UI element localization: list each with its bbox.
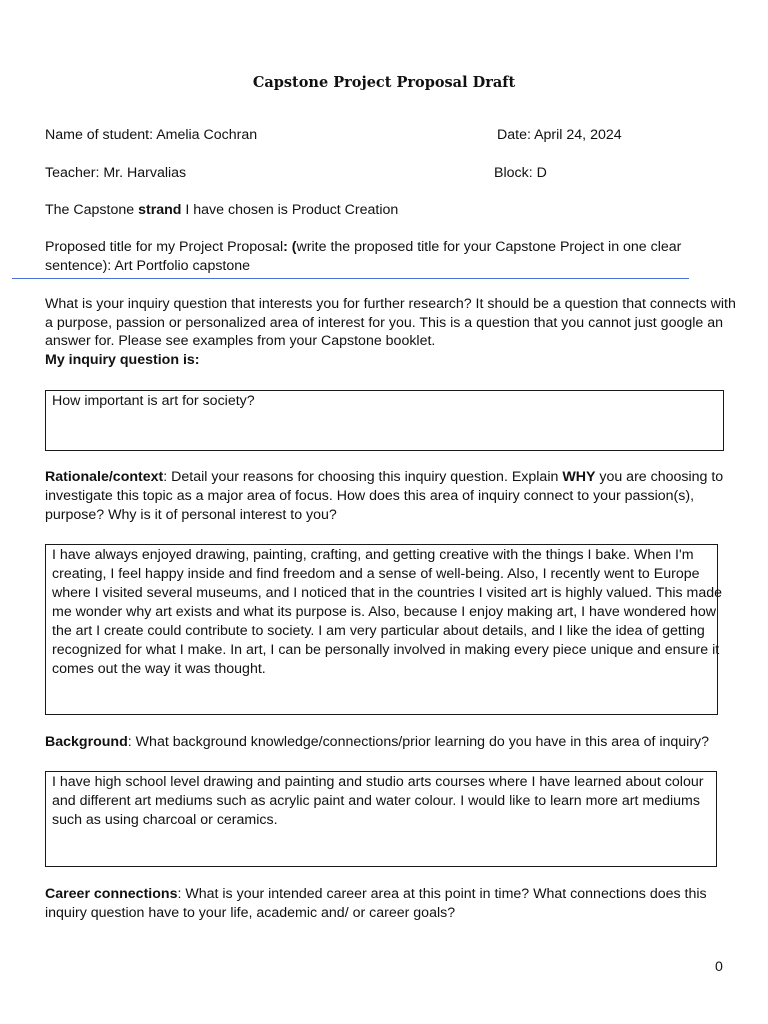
rationale-answer-line: recognized for what I make. In art, I can be personally involved in making every piece unique and ensure it xyxy=(52,642,720,658)
rationale-answer-line: comes out the way it was thought. xyxy=(52,661,266,677)
rationale-mid: : Detail your reasons for choosing this inquiry question. Explain xyxy=(163,469,563,485)
teacher-value: Mr. Harvalias xyxy=(103,165,187,181)
proposed-title-pre: Proposed title for my Project Proposal xyxy=(45,239,284,255)
block-line xyxy=(494,164,547,183)
strand-post: I have chosen is Product Creation xyxy=(181,202,399,218)
inquiry-prompt-line-2: a purpose, passion or personalized area of interest for you. This is a question that you cannot just google an xyxy=(45,315,724,331)
rationale-why: WHY xyxy=(562,469,596,485)
student-name-line xyxy=(45,126,257,145)
strand-line xyxy=(45,201,398,220)
rationale-answer-line: me wonder why art exists and what its purpose is. Also, because I enjoy making art, I have wondered how xyxy=(52,604,717,620)
teacher-line xyxy=(45,164,186,183)
background-prompt-text: : What background knowledge/connections/prior learning do you have in this area of inquiry? xyxy=(127,734,710,750)
strand-bold: strand xyxy=(138,202,182,218)
rationale-label: Rationale/context xyxy=(45,469,164,485)
proposed-title-line-2: sentence): Art Portfolio capstone xyxy=(45,258,251,274)
background-answer-line: and different art mediums such as acrylic paint and water colour. I would like to learn more art mediums xyxy=(52,793,700,809)
background-answer-line: such as using charcoal or ceramics. xyxy=(52,812,278,828)
rationale-answer-line: the art I create could contribute to society. I am very particular about details, and I like the idea of getting xyxy=(52,623,705,639)
inquiry-prompt-line-1: What is your inquiry question that interests you for further research? It should be a question that connects with xyxy=(45,296,736,312)
date-label: Date: xyxy=(497,127,535,143)
background-answer-box[interactable] xyxy=(45,771,717,867)
block-value: D xyxy=(536,165,547,181)
blue-divider xyxy=(12,278,689,279)
proposed-title-line-1 xyxy=(45,238,681,257)
inquiry-answer-box[interactable] xyxy=(45,390,724,451)
background-label: Background xyxy=(45,734,128,750)
rationale-answer-line: creating, I feel happy inside and find freedom and a sense of well-being. Also, I recently went to Europe xyxy=(52,566,700,582)
strand-pre: The Capstone xyxy=(45,202,139,218)
page-number: 0 xyxy=(715,959,723,975)
proposed-title-bold: : ( xyxy=(283,239,297,255)
date-line xyxy=(497,126,622,145)
rationale-line-1 xyxy=(45,468,723,487)
career-line-2: inquiry question have to your life, academic and/ or career goals? xyxy=(45,905,456,921)
career-line-1 xyxy=(45,885,707,904)
background-answer-line: I have high school level drawing and painting and studio arts courses where I have learned about colour xyxy=(52,774,704,790)
background-prompt xyxy=(45,733,709,752)
date-value: April 24, 2024 xyxy=(534,127,622,143)
inquiry-answer: How important is art for society? xyxy=(52,393,255,409)
career-prompt: : What is your intended career area at this point in time? What connections does this xyxy=(177,886,707,902)
rationale-line-3: purpose? Why is it of personal interest to you? xyxy=(45,507,337,523)
rationale-line-2: investigate this topic as a major area of focus. How does this area of inquiry connect to your passion(s), xyxy=(45,488,695,504)
rationale-answer-box[interactable] xyxy=(45,544,723,715)
student-name-value: Amelia Cochran xyxy=(156,127,258,143)
proposed-title-post: write the proposed title for your Capstone Project in one clear xyxy=(296,239,682,255)
document-title: Capstone Project Proposal Draft xyxy=(252,74,516,91)
career-label: Career connections xyxy=(45,886,178,902)
rationale-post: you are choosing to xyxy=(595,469,724,485)
rationale-answer-line: where I visited several museums, and I noticed that in the countries I visited art is highly valued. This made xyxy=(52,585,723,601)
inquiry-heading: My inquiry question is: xyxy=(45,352,200,368)
teacher-label: Teacher: xyxy=(45,165,104,181)
inquiry-prompt-line-3: answer for. Please see examples from your Capstone booklet. xyxy=(45,333,436,349)
block-label: Block: xyxy=(494,165,537,181)
student-name-label: Name of student: xyxy=(45,127,157,143)
rationale-answer-line: I have always enjoyed drawing, painting, crafting, and getting creative with the things I bake. When I'm xyxy=(52,547,694,563)
